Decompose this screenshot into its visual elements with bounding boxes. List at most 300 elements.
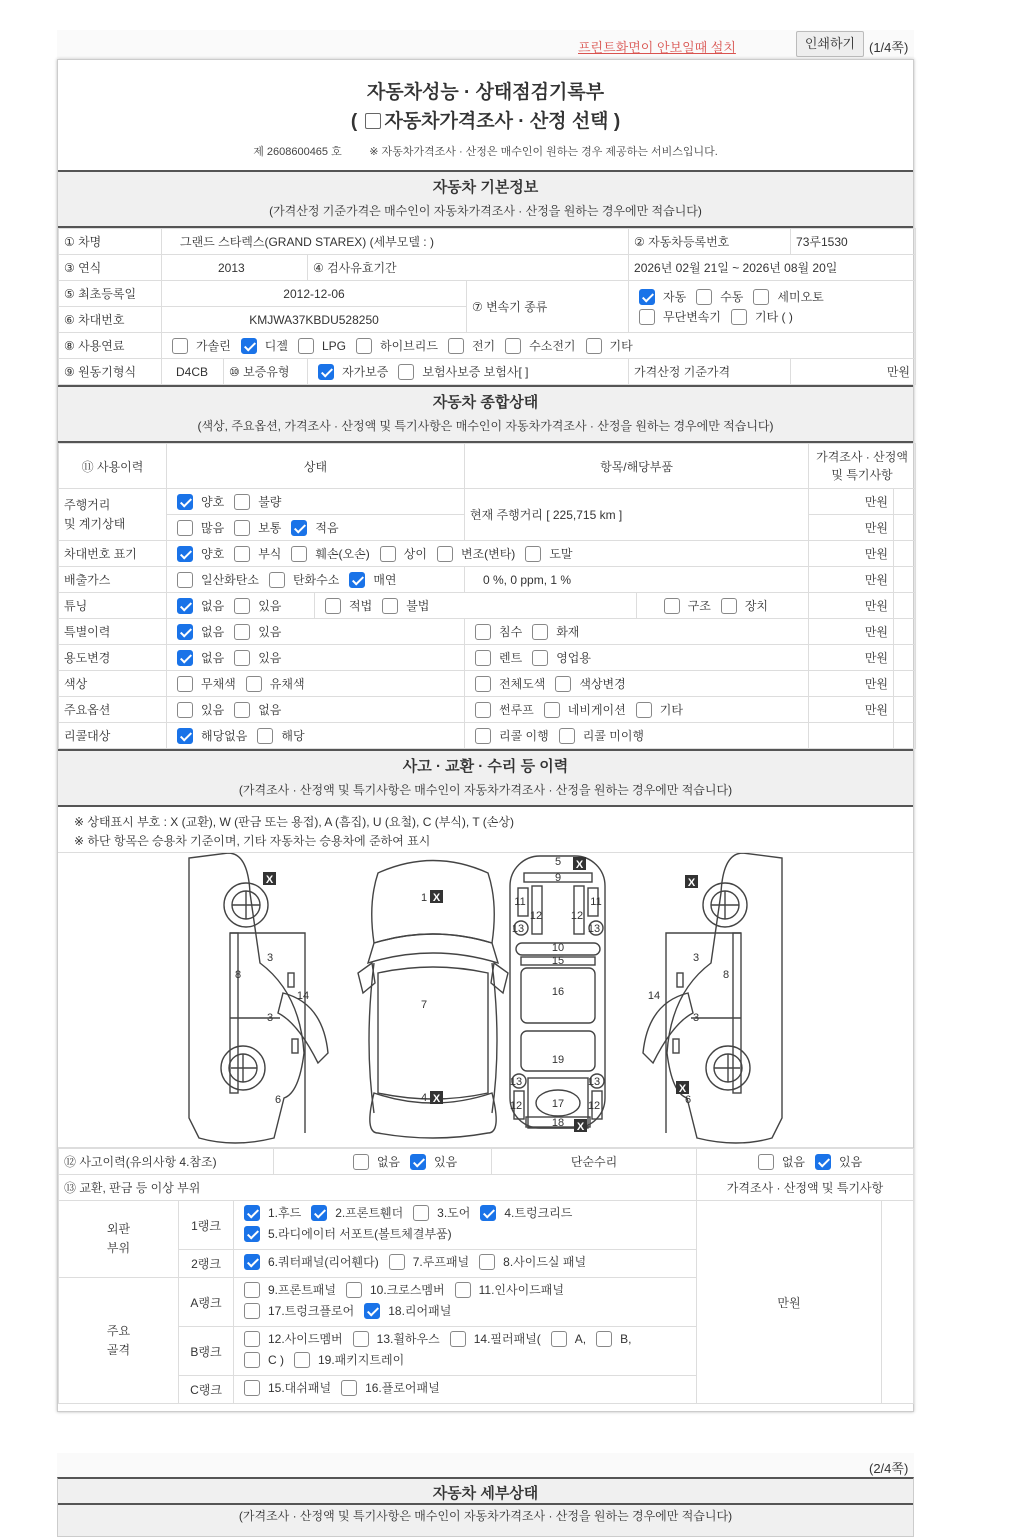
checkbox-label: 18.리어패널	[388, 1304, 452, 1318]
record-number: 제 2608600465 호	[253, 146, 342, 158]
part-number-label: 1	[420, 892, 428, 904]
emission-options	[167, 567, 465, 593]
part-number-label: 3	[266, 952, 274, 964]
checkbox-label: 3.도어	[437, 1206, 471, 1220]
checkbox-label: 12.사이드멤버	[268, 1332, 343, 1346]
checkbox[interactable]	[475, 702, 491, 718]
checkbox-label: 네비게이션	[567, 703, 626, 717]
label: ⑤ 최초등록일	[59, 281, 162, 307]
checkbox-label: 불법	[406, 599, 430, 613]
checkbox-label: 탄화수소	[292, 573, 340, 587]
label: ⑧ 사용연료	[59, 333, 162, 359]
label: 주행거리 및 계기상태	[59, 489, 167, 541]
accident-table	[58, 1148, 914, 1404]
vehicle-basis-note: ※ 하단 항목은 승용차 기준이며, 기타 자동차는 승용차에 준하여 표시	[74, 834, 431, 848]
checkbox[interactable]	[257, 728, 273, 744]
document-header	[58, 60, 913, 172]
checkbox[interactable]	[294, 1352, 310, 1368]
checkbox-label: 양호	[201, 495, 225, 509]
fuel-options	[162, 333, 916, 359]
checkbox-label: 1.후드	[268, 1206, 302, 1220]
checkbox-label: 8.사이드실 패널	[503, 1255, 587, 1269]
car-name: 그랜드 스타렉스(GRAND STAREX) (세부모델 : )	[162, 229, 629, 255]
checkbox-label: 영업용	[556, 651, 591, 665]
label: 리콜대상	[59, 723, 167, 749]
item-options	[465, 697, 809, 723]
part-number-label: 6	[684, 1094, 692, 1106]
part-number-label: 5	[554, 856, 562, 868]
checkbox[interactable]	[636, 702, 652, 718]
checkbox-label: 없음	[258, 703, 282, 717]
page-indicator: (1/4쪽)	[869, 40, 909, 55]
section-title: 자동차 세부상태	[58, 1479, 913, 1505]
part-number-label: 13	[587, 923, 601, 935]
label: 주요옵션	[59, 697, 167, 723]
checkbox-label: 4.트렁크리드	[504, 1206, 573, 1220]
checkbox-label: 무채색	[201, 677, 236, 691]
checkbox-label: 리콜 이행	[499, 729, 549, 743]
rank-label: A랭크	[179, 1278, 234, 1327]
checkbox-label: 9.프론트패널	[268, 1283, 336, 1297]
part-number-label: 14	[647, 990, 661, 1002]
paren: (	[350, 111, 358, 132]
unit: 만원	[809, 619, 894, 645]
checkbox-label: 전체도색	[499, 677, 546, 691]
vin-mark-options	[167, 541, 809, 567]
page-indicator: (2/4쪽)	[869, 1461, 909, 1476]
checkbox-label: 화재	[556, 625, 580, 639]
checkbox[interactable]	[244, 1331, 260, 1347]
checkbox-label: 보험사보증 보험사[ ]	[422, 365, 529, 379]
checkbox-label: 기타 ( )	[755, 310, 793, 324]
checkbox-checked[interactable]	[241, 338, 257, 354]
price-unit: 만원	[791, 359, 916, 385]
checkbox[interactable]	[551, 1331, 567, 1347]
checkbox-label: 11.인사이드패널	[478, 1283, 564, 1297]
page-2-toolbar	[57, 1453, 914, 1477]
section-title: 사고 · 교환 · 수리 등 이력	[402, 758, 569, 775]
overall-status-table	[58, 443, 916, 749]
part-number-label: 13	[587, 1076, 601, 1088]
checkbox-label: 14.필러패널(	[473, 1332, 541, 1346]
checkbox[interactable]	[731, 309, 747, 325]
checkbox[interactable]	[389, 1254, 405, 1270]
inspection-record-page-2	[57, 1477, 914, 1537]
checkbox-label: 기타	[609, 339, 633, 353]
checkbox-label: 없음	[201, 651, 225, 665]
mileage-status	[167, 489, 465, 515]
rank-label: C랭크	[179, 1376, 234, 1404]
checkbox-checked[interactable]	[815, 1154, 831, 1170]
part-number-label: 12	[529, 910, 543, 922]
status-symbol-legend: ※ 상태표시 부호 : X (교환), W (판금 또는 용접), A (흠집), U (요철), C (부식), T (손상)	[74, 815, 514, 829]
checkbox-label: LPG	[321, 338, 346, 353]
checkbox-label: 2.프론트휀더	[335, 1206, 404, 1220]
section-title: 자동차 종합상태	[432, 394, 539, 411]
part-number-label: 11	[590, 896, 602, 908]
label: 용도변경	[59, 645, 167, 671]
warranty-options	[308, 359, 629, 385]
print-button[interactable]: 인쇄하기	[796, 31, 864, 57]
checkbox-label: 도말	[549, 547, 573, 561]
checkbox[interactable]	[341, 1380, 357, 1396]
checkbox[interactable]	[234, 702, 250, 718]
part-number-label: 16	[551, 986, 565, 998]
tuning-type	[637, 593, 809, 619]
unit	[809, 723, 894, 749]
checkbox[interactable]	[475, 650, 491, 666]
checkbox-label: 10.크로스멤버	[369, 1283, 445, 1297]
tuning-legal	[315, 593, 637, 619]
checkbox[interactable]	[177, 676, 193, 692]
checkbox-checked[interactable]	[177, 728, 193, 744]
checkbox[interactable]	[532, 650, 548, 666]
part-number-label: 6	[274, 1094, 282, 1106]
transmission-options	[629, 308, 915, 325]
part-number-label: 8	[722, 969, 730, 981]
part-number-label: 15	[551, 955, 565, 967]
label: ③ 연식	[59, 255, 162, 281]
part-number-label: 9	[554, 872, 562, 884]
vin: KMJWA37KBDU528250	[162, 307, 467, 333]
emission-values: 0 %, 0 ppm, 1 %	[465, 567, 809, 593]
checkbox[interactable]	[172, 338, 188, 354]
checkbox-label: 상이	[403, 547, 427, 561]
transmission-options	[629, 288, 915, 305]
checkbox[interactable]	[555, 676, 571, 692]
checkbox[interactable]	[758, 1154, 774, 1170]
checkbox-label: 자동	[663, 290, 687, 304]
checkbox-label: 5.라디에이터 서포트(볼트체결부품)	[268, 1227, 452, 1241]
checkbox[interactable]	[413, 1205, 429, 1221]
inspection-validity: 2026년 02월 21일 ~ 2026년 08월 20일	[629, 255, 916, 281]
part-number-label: 3	[692, 1012, 700, 1024]
header-usage: ⑪ 사용이력	[59, 444, 167, 489]
x-mark: X	[576, 1121, 585, 1133]
checkbox-label: A,	[574, 1331, 587, 1346]
unit: 만원	[809, 489, 894, 515]
part-number-label: 12	[587, 1100, 601, 1112]
label: ② 자동차등록번호	[629, 229, 791, 255]
checkbox[interactable]	[696, 289, 712, 305]
checkbox-label: 렌트	[499, 651, 523, 665]
checkbox[interactable]	[325, 598, 341, 614]
document-subtitle	[58, 106, 913, 133]
checkbox[interactable]	[559, 728, 575, 744]
checkbox[interactable]	[398, 364, 414, 380]
checkbox[interactable]	[450, 1331, 466, 1347]
checkbox-checked[interactable]	[311, 1205, 327, 1221]
checkbox-label: B,	[620, 1331, 632, 1346]
checkbox[interactable]	[177, 520, 193, 536]
checkbox[interactable]	[639, 309, 655, 325]
checkbox[interactable]	[177, 572, 193, 588]
checkbox-label: 자가보증	[342, 365, 389, 379]
checkbox[interactable]	[234, 520, 250, 536]
checkbox-checked[interactable]	[177, 598, 193, 614]
label: 색상	[59, 671, 167, 697]
checkbox[interactable]	[525, 546, 541, 562]
item-options	[465, 723, 809, 749]
checkbox[interactable]	[532, 624, 548, 640]
part-number-label: 19	[551, 1054, 565, 1066]
car-parts-diagram	[58, 853, 913, 1148]
part-number-label: 8	[234, 969, 242, 981]
label: 튜닝	[59, 593, 167, 619]
checkbox-label: 수소전기	[529, 339, 576, 353]
part-number-label: 12	[570, 910, 584, 922]
checkbox[interactable]	[586, 338, 602, 354]
part-number-label: 14	[296, 990, 310, 1002]
checkbox-checked[interactable]	[364, 1303, 380, 1319]
checkbox-checked[interactable]	[244, 1226, 260, 1242]
checkbox-label: 색상변경	[579, 677, 626, 691]
section-note: (가격산정 기준가격은 매수인이 자동차가격조사 · 산정을 원하는 경우에만 적습니다)	[269, 204, 702, 218]
checkbox[interactable]	[244, 1380, 260, 1396]
part-options	[234, 1379, 696, 1400]
checkbox[interactable]	[234, 650, 250, 666]
checkbox-checked[interactable]	[349, 572, 365, 588]
checkbox[interactable]	[475, 624, 491, 640]
part-number-label: 10	[551, 942, 565, 954]
checkbox-checked[interactable]	[177, 494, 193, 510]
x-mark: X	[432, 1093, 441, 1105]
section-note: (색상, 주요옵션, 가격조사 · 산정액 및 특기사항은 매수인이 자동차가격조사 · 산정을 원하는 경우에만 적습니다)	[197, 419, 774, 433]
label: ⑫ 사고이력(유의사항 4.참조)	[59, 1149, 274, 1175]
document-title: 자동차성능 · 상태점검기록부	[366, 82, 605, 103]
checkbox-checked[interactable]	[291, 520, 307, 536]
checkbox-label: 6.쿼터패널(리어휀다)	[268, 1255, 379, 1269]
part-number-label: 3	[692, 952, 700, 964]
checkbox-label: 있음	[434, 1155, 458, 1169]
checkbox-checked[interactable]	[318, 364, 334, 380]
checkbox[interactable]	[596, 1331, 612, 1347]
section-title: 자동차 기본정보	[432, 179, 539, 196]
checkbox-label: 있음	[258, 599, 282, 613]
checkbox-checked[interactable]	[177, 546, 193, 562]
checkbox-checked[interactable]	[639, 289, 655, 305]
checkbox[interactable]	[382, 598, 398, 614]
x-mark: X	[265, 874, 274, 886]
label: 단순수리	[492, 1149, 697, 1175]
checkbox-label: 무단변속기	[663, 310, 721, 324]
checkbox-label: 침수	[499, 625, 523, 639]
checkbox-checked[interactable]	[480, 1205, 496, 1221]
price-service-checkbox[interactable]	[365, 113, 381, 129]
checkbox[interactable]	[234, 494, 250, 510]
mileage-level	[167, 515, 465, 541]
checkbox-label: 17.트렁크플로어	[268, 1304, 355, 1318]
checkbox[interactable]	[291, 546, 307, 562]
x-mark: X	[575, 859, 584, 871]
part-options	[234, 1225, 696, 1246]
checkbox-label: 많음	[201, 521, 225, 535]
part-options	[234, 1302, 696, 1323]
part-number-label: 12	[509, 1100, 523, 1112]
status-options	[167, 645, 465, 671]
checkbox[interactable]	[721, 598, 737, 614]
label-frame: 주요 골격	[59, 1278, 179, 1404]
checkbox[interactable]	[244, 1352, 260, 1368]
label: 가격산정 기준가격	[629, 359, 791, 385]
checkbox-label: 일산화탄소	[201, 573, 259, 587]
part-options	[234, 1281, 696, 1302]
unit: 만원	[809, 645, 894, 671]
checkbox[interactable]	[448, 338, 464, 354]
checkbox-label: 매연	[373, 573, 397, 587]
checkbox-label: 디젤	[264, 339, 288, 353]
checkbox[interactable]	[234, 546, 250, 562]
unit: 만원	[809, 541, 894, 567]
checkbox-label: 7.루프패널	[412, 1255, 470, 1269]
registration-number: 73루1530	[791, 229, 916, 255]
checkbox-checked[interactable]	[244, 1205, 260, 1221]
checkbox[interactable]	[475, 728, 491, 744]
simple-repair-options	[697, 1149, 914, 1175]
label: ⑥ 차대번호	[59, 307, 162, 333]
top-toolbar	[57, 30, 914, 58]
status-options	[167, 723, 465, 749]
price-unit: 만원	[697, 1201, 882, 1404]
checkbox[interactable]	[346, 1282, 362, 1298]
label: ④ 검사유효기간	[308, 255, 629, 281]
inspection-record-page-1	[57, 59, 914, 1412]
checkbox-label: 구조	[687, 599, 711, 613]
checkbox-label: 보통	[258, 521, 282, 535]
checkbox-checked[interactable]	[410, 1154, 426, 1170]
checkbox[interactable]	[505, 338, 521, 354]
checkbox[interactable]	[455, 1282, 471, 1298]
checkbox-checked[interactable]	[177, 624, 193, 640]
checkbox[interactable]	[246, 676, 262, 692]
first-registration-date: 2012-12-06	[162, 281, 467, 307]
checkbox[interactable]	[475, 676, 491, 692]
x-mark: X	[432, 892, 441, 904]
checkbox-label: 장치	[744, 599, 769, 613]
checkbox-label: 있음	[839, 1155, 863, 1169]
checkbox[interactable]	[479, 1254, 495, 1270]
header-price: 가격조사 · 산정액 및 특기사항	[697, 1175, 914, 1201]
checkbox[interactable]	[244, 1303, 260, 1319]
checkbox[interactable]	[177, 702, 193, 718]
checkbox[interactable]	[234, 598, 250, 614]
part-number-label: 11	[514, 896, 526, 908]
checkbox-label: 있음	[201, 703, 225, 717]
checkbox[interactable]	[234, 624, 250, 640]
checkbox[interactable]	[356, 338, 372, 354]
checkbox-label: 있음	[258, 651, 282, 665]
item-options	[465, 671, 809, 697]
label: 차대번호 표기	[59, 541, 167, 567]
checkbox-label: 19.패키지트레이	[318, 1353, 405, 1367]
section-basic-info	[58, 172, 913, 228]
checkbox[interactable]	[353, 1331, 369, 1347]
checkbox-label: 적음	[315, 521, 339, 535]
checkbox-label: 훼손(오손)	[315, 547, 370, 561]
header-status: 상태	[167, 444, 465, 489]
unit: 만원	[809, 697, 894, 723]
checkbox[interactable]	[269, 572, 285, 588]
rank-label: 2랭크	[179, 1250, 234, 1278]
part-number-label: 3	[266, 1012, 274, 1024]
checkbox-label: 15.대쉬패널	[268, 1381, 332, 1395]
status-options	[167, 619, 465, 645]
checkbox-label: 없음	[201, 599, 225, 613]
label: ⑦ 변속기 종류	[467, 281, 629, 333]
item-options	[465, 645, 809, 671]
checkbox[interactable]	[544, 702, 560, 718]
checkbox-label: 썬루프	[499, 703, 534, 717]
checkbox-label: 기타	[659, 703, 683, 717]
vehicle-diagram	[58, 853, 913, 1148]
rank-label: B랭크	[179, 1327, 234, 1376]
part-number-label: 13	[511, 923, 525, 935]
status-options	[167, 671, 465, 697]
part-options	[234, 1253, 696, 1274]
part-number-label: 7	[420, 999, 428, 1011]
checkbox-label: 해당	[281, 729, 305, 743]
section-note: (가격조사 · 산정액 및 특기사항은 매수인이 자동차가격조사 · 산정을 원하는 경우에만 적습니다)	[238, 783, 733, 797]
part-number-label: 17	[551, 1098, 565, 1110]
checkbox-label: 하이브리드	[379, 339, 438, 353]
checkbox-label: 유채색	[269, 677, 305, 691]
header-items: 항목/해당부품	[465, 444, 809, 489]
unit: 만원	[809, 671, 894, 697]
label: ⑬ 교환, 판금 등 이상 부위	[59, 1175, 697, 1201]
checkbox-label: C )	[268, 1352, 284, 1367]
tuning-options	[167, 593, 315, 619]
checkbox[interactable]	[244, 1282, 260, 1298]
checkbox-label: 적법	[349, 599, 373, 613]
checkbox[interactable]	[664, 598, 680, 614]
checkbox-checked[interactable]	[177, 650, 193, 666]
checkbox-label: 16.플로어패널	[365, 1381, 440, 1395]
part-number-label: 4	[420, 1092, 428, 1104]
checkbox-label: 해당없음	[201, 729, 248, 743]
part-number-label: 13	[509, 1076, 523, 1088]
unit: 만원	[809, 567, 894, 593]
checkbox[interactable]	[353, 1154, 369, 1170]
legend-notes	[58, 807, 913, 853]
checkbox[interactable]	[437, 546, 453, 562]
label: ⑩ 보증유형	[224, 359, 308, 385]
label: ① 차명	[59, 229, 162, 255]
service-notice: ※ 자동차가격조사 · 산정은 매수인이 원하는 경우 제공하는 서비스입니다.	[369, 146, 718, 158]
paren: )	[613, 111, 621, 132]
checkbox[interactable]	[298, 338, 314, 354]
label: ⑨ 원동기형식	[59, 359, 162, 385]
model-year: 2013	[162, 255, 308, 281]
checkbox-label: 있음	[258, 625, 282, 639]
accident-history-options	[274, 1149, 492, 1175]
print-install-link[interactable]: 프린트화면이 안보일때 설치	[578, 40, 736, 55]
checkbox-checked[interactable]	[244, 1254, 260, 1270]
section-accident-history	[58, 749, 913, 807]
checkbox-label: 세미오토	[777, 290, 824, 304]
checkbox-label: 수동	[720, 290, 744, 304]
unit: 만원	[809, 593, 894, 619]
checkbox[interactable]	[380, 546, 396, 562]
part-options	[234, 1330, 696, 1351]
checkbox-label: 변조(변타)	[460, 547, 516, 561]
subtitle-text: 자동차가격조사 · 산정 선택	[384, 111, 609, 132]
checkbox-label: 없음	[781, 1155, 805, 1169]
checkbox-label: 불량	[258, 495, 282, 509]
engine-type: D4CB	[162, 359, 224, 385]
current-mileage: 현재 주행거리 [ 225,715 km ]	[465, 489, 809, 541]
checkbox[interactable]	[753, 289, 769, 305]
x-mark: X	[687, 877, 696, 889]
